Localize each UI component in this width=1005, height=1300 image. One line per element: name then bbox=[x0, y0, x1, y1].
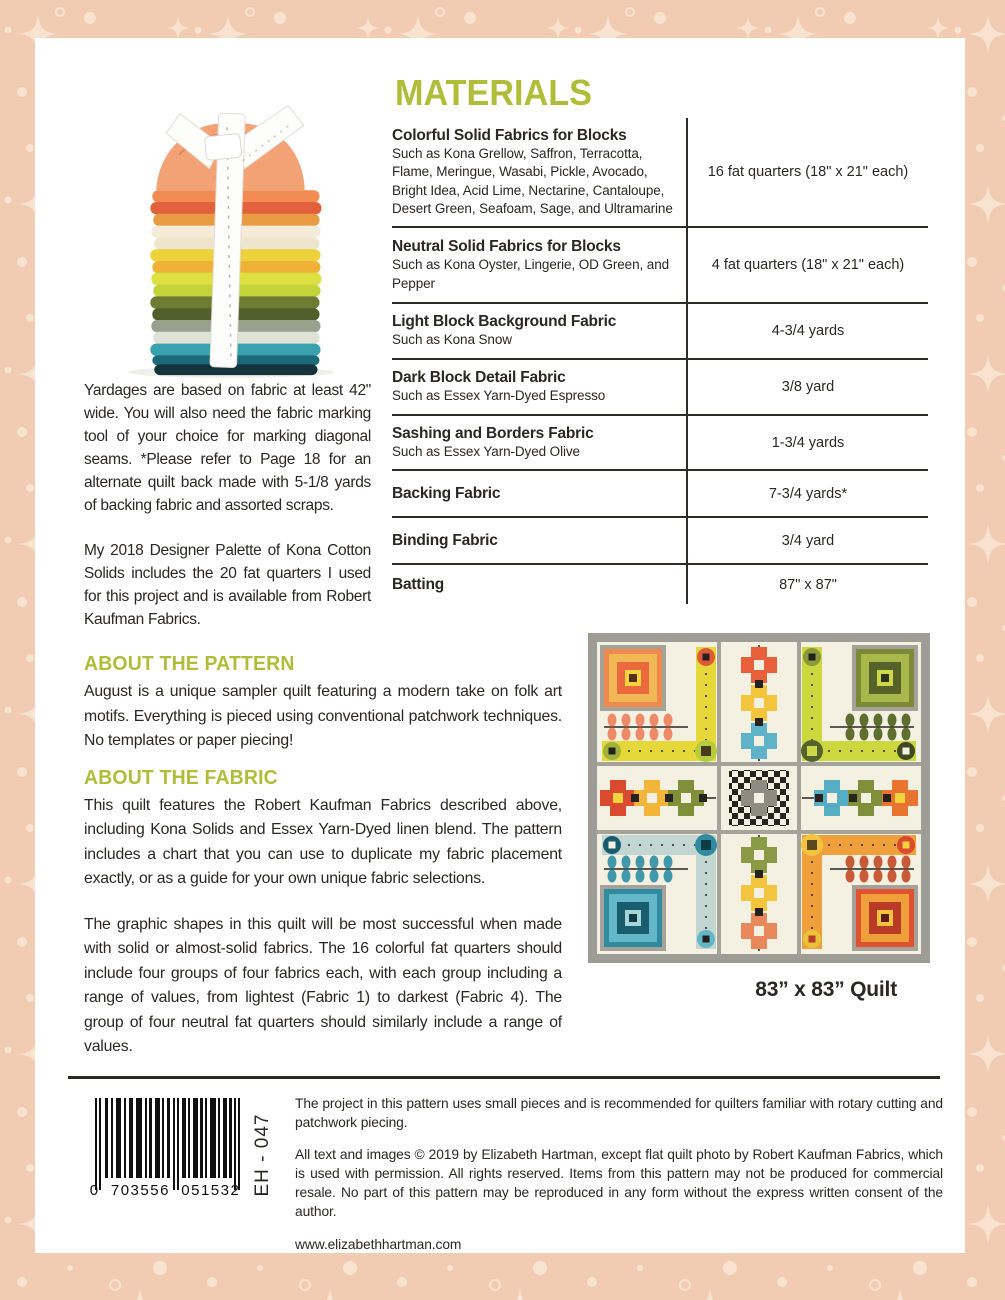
material-name: Binding Fabric bbox=[392, 532, 498, 549]
about-fabric-title: ABOUT THE FABRIC bbox=[84, 766, 278, 789]
barcode-bars bbox=[85, 1096, 245, 1198]
material-detail: Such as Kona Snow bbox=[392, 332, 512, 348]
palette-paragraph: My 2018 Designer Palette of Kona Cotton Solids includes the 20 fat quarters I used for this project and is available from Robert Kaufman Fabrics. bbox=[84, 542, 371, 628]
material-row bbox=[392, 226, 928, 302]
item-code: EH - 047 bbox=[252, 1113, 273, 1197]
about-fabric-body1: This quilt features the Robert Kaufman Fabrics described above, including Kona Solids and Essex Yarn-Dyed linen blend. The pattern includes a chart that you can use to duplicate my fabric placement exactly, or as a guide for your own unique fabric selections. bbox=[84, 796, 562, 887]
about-fabric-body2: The graphic shapes in this quilt will be most successful when made with solid or almost-solid fabrics. The 16 colorful fat quarters should include four groups of four fabrics each, with each group including a range of values, from lightest (Fabric 1) to darkest (Fabric 4). The group of four neutral fat quarters should similarly include a range of values. bbox=[84, 915, 562, 1055]
material-detail: Such as Kona Grellow, Saffron, Terracotta, Flame, Meringue, Wasabi, Pickle, Avocado, Bright Idea, Acid Lime, Nectarine, Cantaloupe, Desert Green, Seafoam, Sage, and Ultramarine bbox=[392, 145, 673, 216]
yardage-paragraph: Yardages are based on fabric at least 42" wide. You will also need the fabric marking tool of your choice for marking diagonal seams. *Please refer to Page 18 for an alternate quilt back made with 5-1/8 yards of backing fabric and assorted scraps. bbox=[84, 382, 371, 514]
material-detail: Such as Kona Oyster, Lingerie, OD Green, and Pepper bbox=[392, 257, 670, 291]
material-qty: 16 fat quarters (18" x 21" each) bbox=[686, 118, 928, 226]
quilt-size-caption: 83” x 83” Quilt bbox=[755, 978, 897, 1001]
material-row bbox=[392, 118, 928, 226]
materials-table bbox=[392, 118, 928, 604]
quilt-photo bbox=[588, 633, 930, 963]
barcode bbox=[85, 1096, 245, 1203]
about-sections bbox=[84, 653, 562, 1060]
yardage-notes bbox=[84, 379, 371, 631]
barcode-digits: 0 703556 051532 bbox=[89, 1182, 241, 1198]
footer-note-copyright: All text and images © 2019 by Elizabeth Hartman, except flat quilt photo by Robert Kaufman Fabrics, which is used with permission. All rights reserved. Items from this pattern may not be produced for commercial resale. No part of this pattern may be reproduced in any form without the express written consent of the author. bbox=[295, 1147, 943, 1219]
material-qty: 3/8 yard bbox=[686, 360, 928, 414]
fabric-bundle-photo bbox=[93, 84, 368, 379]
material-name: Batting bbox=[392, 576, 444, 593]
footer-divider bbox=[68, 1076, 940, 1079]
page bbox=[35, 38, 965, 1253]
material-detail: Such as Essex Yarn-Dyed Olive bbox=[392, 443, 580, 459]
material-name: Light Block Background Fabric bbox=[392, 313, 617, 331]
material-row bbox=[392, 358, 928, 414]
footer-notes bbox=[295, 1094, 943, 1254]
material-row bbox=[392, 469, 928, 516]
website-url: www.elizabethhartman.com bbox=[295, 1237, 462, 1252]
material-row bbox=[392, 302, 928, 358]
material-qty: 1-3/4 yards bbox=[686, 416, 928, 469]
material-qty: 4 fat quarters (18" x 21" each) bbox=[686, 228, 928, 302]
material-name: Backing Fabric bbox=[392, 485, 501, 502]
about-pattern-body: August is a unique sampler quilt featuring a modern take on folk art motifs. Everything is pieced using conventional patchwork techniques. No templates or paper piecing! bbox=[84, 683, 562, 749]
materials-title: MATERIALS bbox=[395, 72, 592, 113]
footer-note-skill: The project in this pattern uses small pieces and is recommended for quilters familiar with rotary cutting and patchwork piecing. bbox=[295, 1096, 943, 1130]
material-qty: 3/4 yard bbox=[686, 518, 928, 563]
material-name: Neutral Solid Fabrics for Blocks bbox=[392, 238, 621, 255]
material-name: Colorful Solid Fabrics for Blocks bbox=[392, 126, 627, 144]
material-name: Sashing and Borders Fabric bbox=[392, 424, 594, 442]
material-detail: Such as Essex Yarn-Dyed Espresso bbox=[392, 388, 606, 404]
material-row bbox=[392, 414, 928, 469]
material-qty: 4-3/4 yards bbox=[686, 304, 928, 358]
material-row bbox=[392, 563, 928, 604]
material-qty: 87" x 87" bbox=[686, 565, 928, 604]
material-row bbox=[392, 516, 928, 563]
about-pattern-title: ABOUT THE PATTERN bbox=[84, 653, 295, 675]
material-qty: 7-3/4 yards* bbox=[686, 471, 928, 516]
material-name: Dark Block Detail Fabric bbox=[392, 369, 566, 387]
quilt-figure bbox=[588, 633, 930, 1002]
